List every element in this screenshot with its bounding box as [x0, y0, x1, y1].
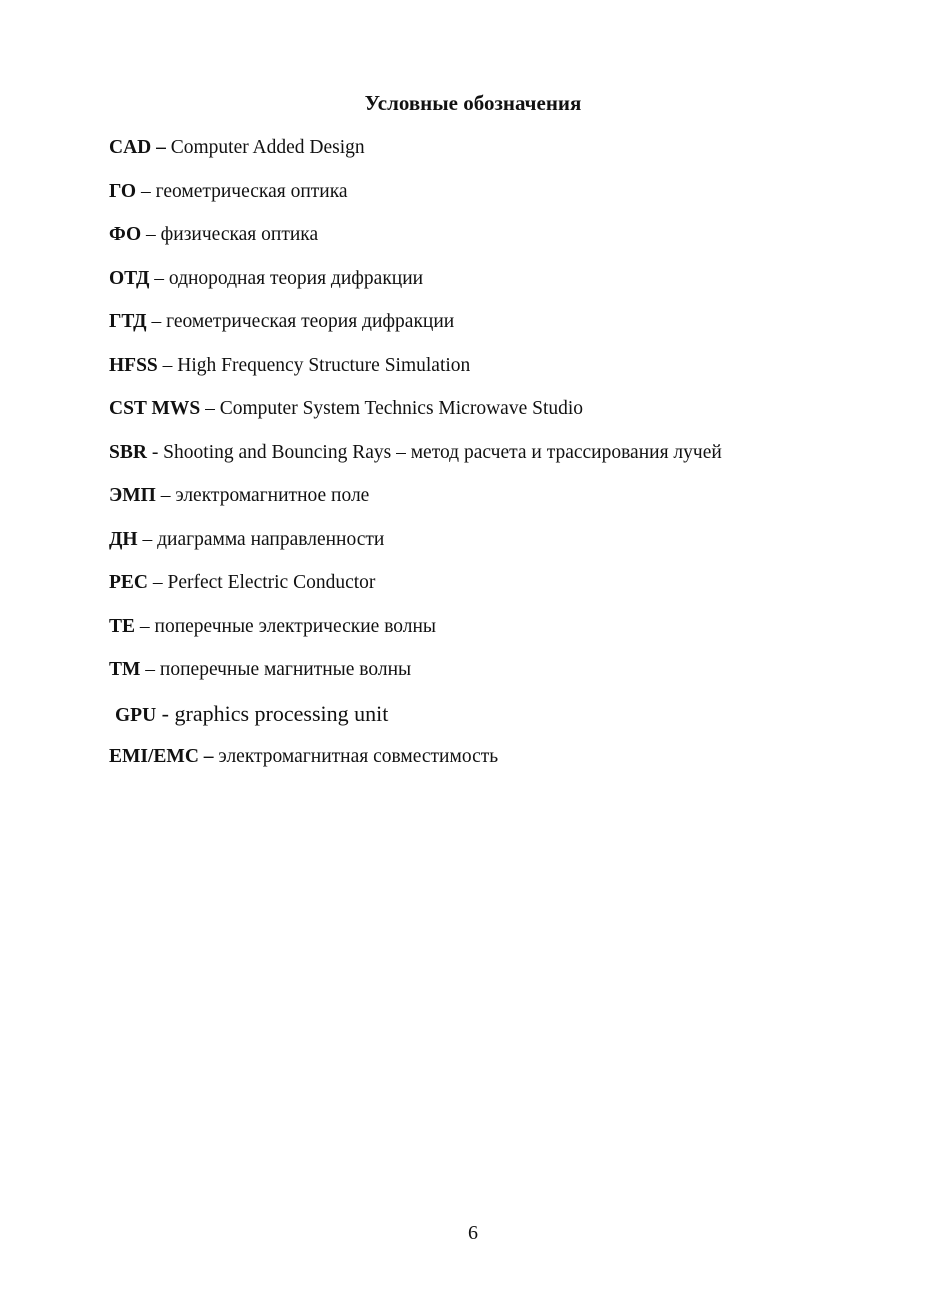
page-title: Условные обозначения: [364, 91, 582, 115]
abbreviation-definition: – High Frequency Structure Simulation: [157, 354, 471, 376]
abbreviation-term: ОТД: [109, 267, 150, 289]
list-item-sbr: [109, 438, 909, 482]
list-item-tm: [109, 655, 909, 699]
list-item-dn: [109, 525, 909, 569]
abbreviation-term: ДН: [109, 528, 138, 550]
list-item-go: [109, 177, 909, 221]
abbreviation-definition: – физическая оптика: [141, 224, 319, 245]
abbreviation-definition: – поперечные электрические волны: [135, 615, 437, 637]
page-number: 6: [468, 1222, 478, 1244]
abbreviation-definition: - graphics processing unit: [156, 700, 389, 726]
list-item-hfss: [109, 351, 909, 395]
list-item-cst-mws: [109, 394, 909, 438]
abbreviation-definition: электромагнитная совместимость: [213, 746, 499, 767]
abbreviation-term: CAD –: [109, 137, 166, 158]
abbreviation-term: ЭМП: [109, 485, 156, 506]
abbreviation-term: ГТД: [109, 311, 147, 332]
abbreviation-definition: – электромагнитное поле: [155, 485, 370, 506]
list-item-cad: [109, 133, 909, 177]
list-item-fo: [109, 220, 909, 264]
list-item-emp: [109, 481, 909, 525]
abbreviation-term: EMI/EMC –: [109, 746, 214, 767]
abbreviation-term: ФО: [109, 224, 142, 245]
abbreviation-definition: Computer Added Design: [165, 137, 365, 158]
list-item-otd: [109, 264, 909, 308]
abbreviation-term: SBR: [109, 441, 147, 463]
list-item-gtd: [109, 307, 909, 351]
abbreviation-definition: – диаграмма направленности: [137, 528, 385, 550]
abbreviation-definition: - Shooting and Bouncing Rays – метод расчета и трассирования лучей: [146, 441, 722, 463]
abbreviation-definition: – однородная теория дифракции: [149, 267, 424, 289]
abbreviation-list: [109, 133, 909, 786]
abbreviation-definition: – геометрическая теория дифракции: [146, 311, 455, 332]
list-item-pec: [109, 568, 909, 612]
abbreviation-term: PEC: [109, 572, 148, 593]
abbreviation-term: CST MWS: [109, 398, 201, 419]
abbreviation-definition: – поперечные магнитные волны: [140, 659, 412, 680]
abbreviation-definition: – Perfect Electric Conductor: [148, 572, 376, 593]
abbreviation-term: TE: [109, 615, 136, 637]
abbreviation-term: GPU: [115, 704, 157, 726]
abbreviation-term: HFSS: [109, 354, 158, 376]
list-item-te: [109, 612, 909, 656]
abbreviation-definition: – Computer System Technics Microwave Studio: [200, 398, 584, 419]
abbreviation-term: TM: [109, 659, 141, 680]
abbreviation-term: ГО: [109, 180, 137, 202]
list-item-gpu: [109, 699, 909, 743]
list-item-emi-emc: [109, 742, 909, 786]
abbreviation-definition: – геометрическая оптика: [136, 180, 348, 202]
